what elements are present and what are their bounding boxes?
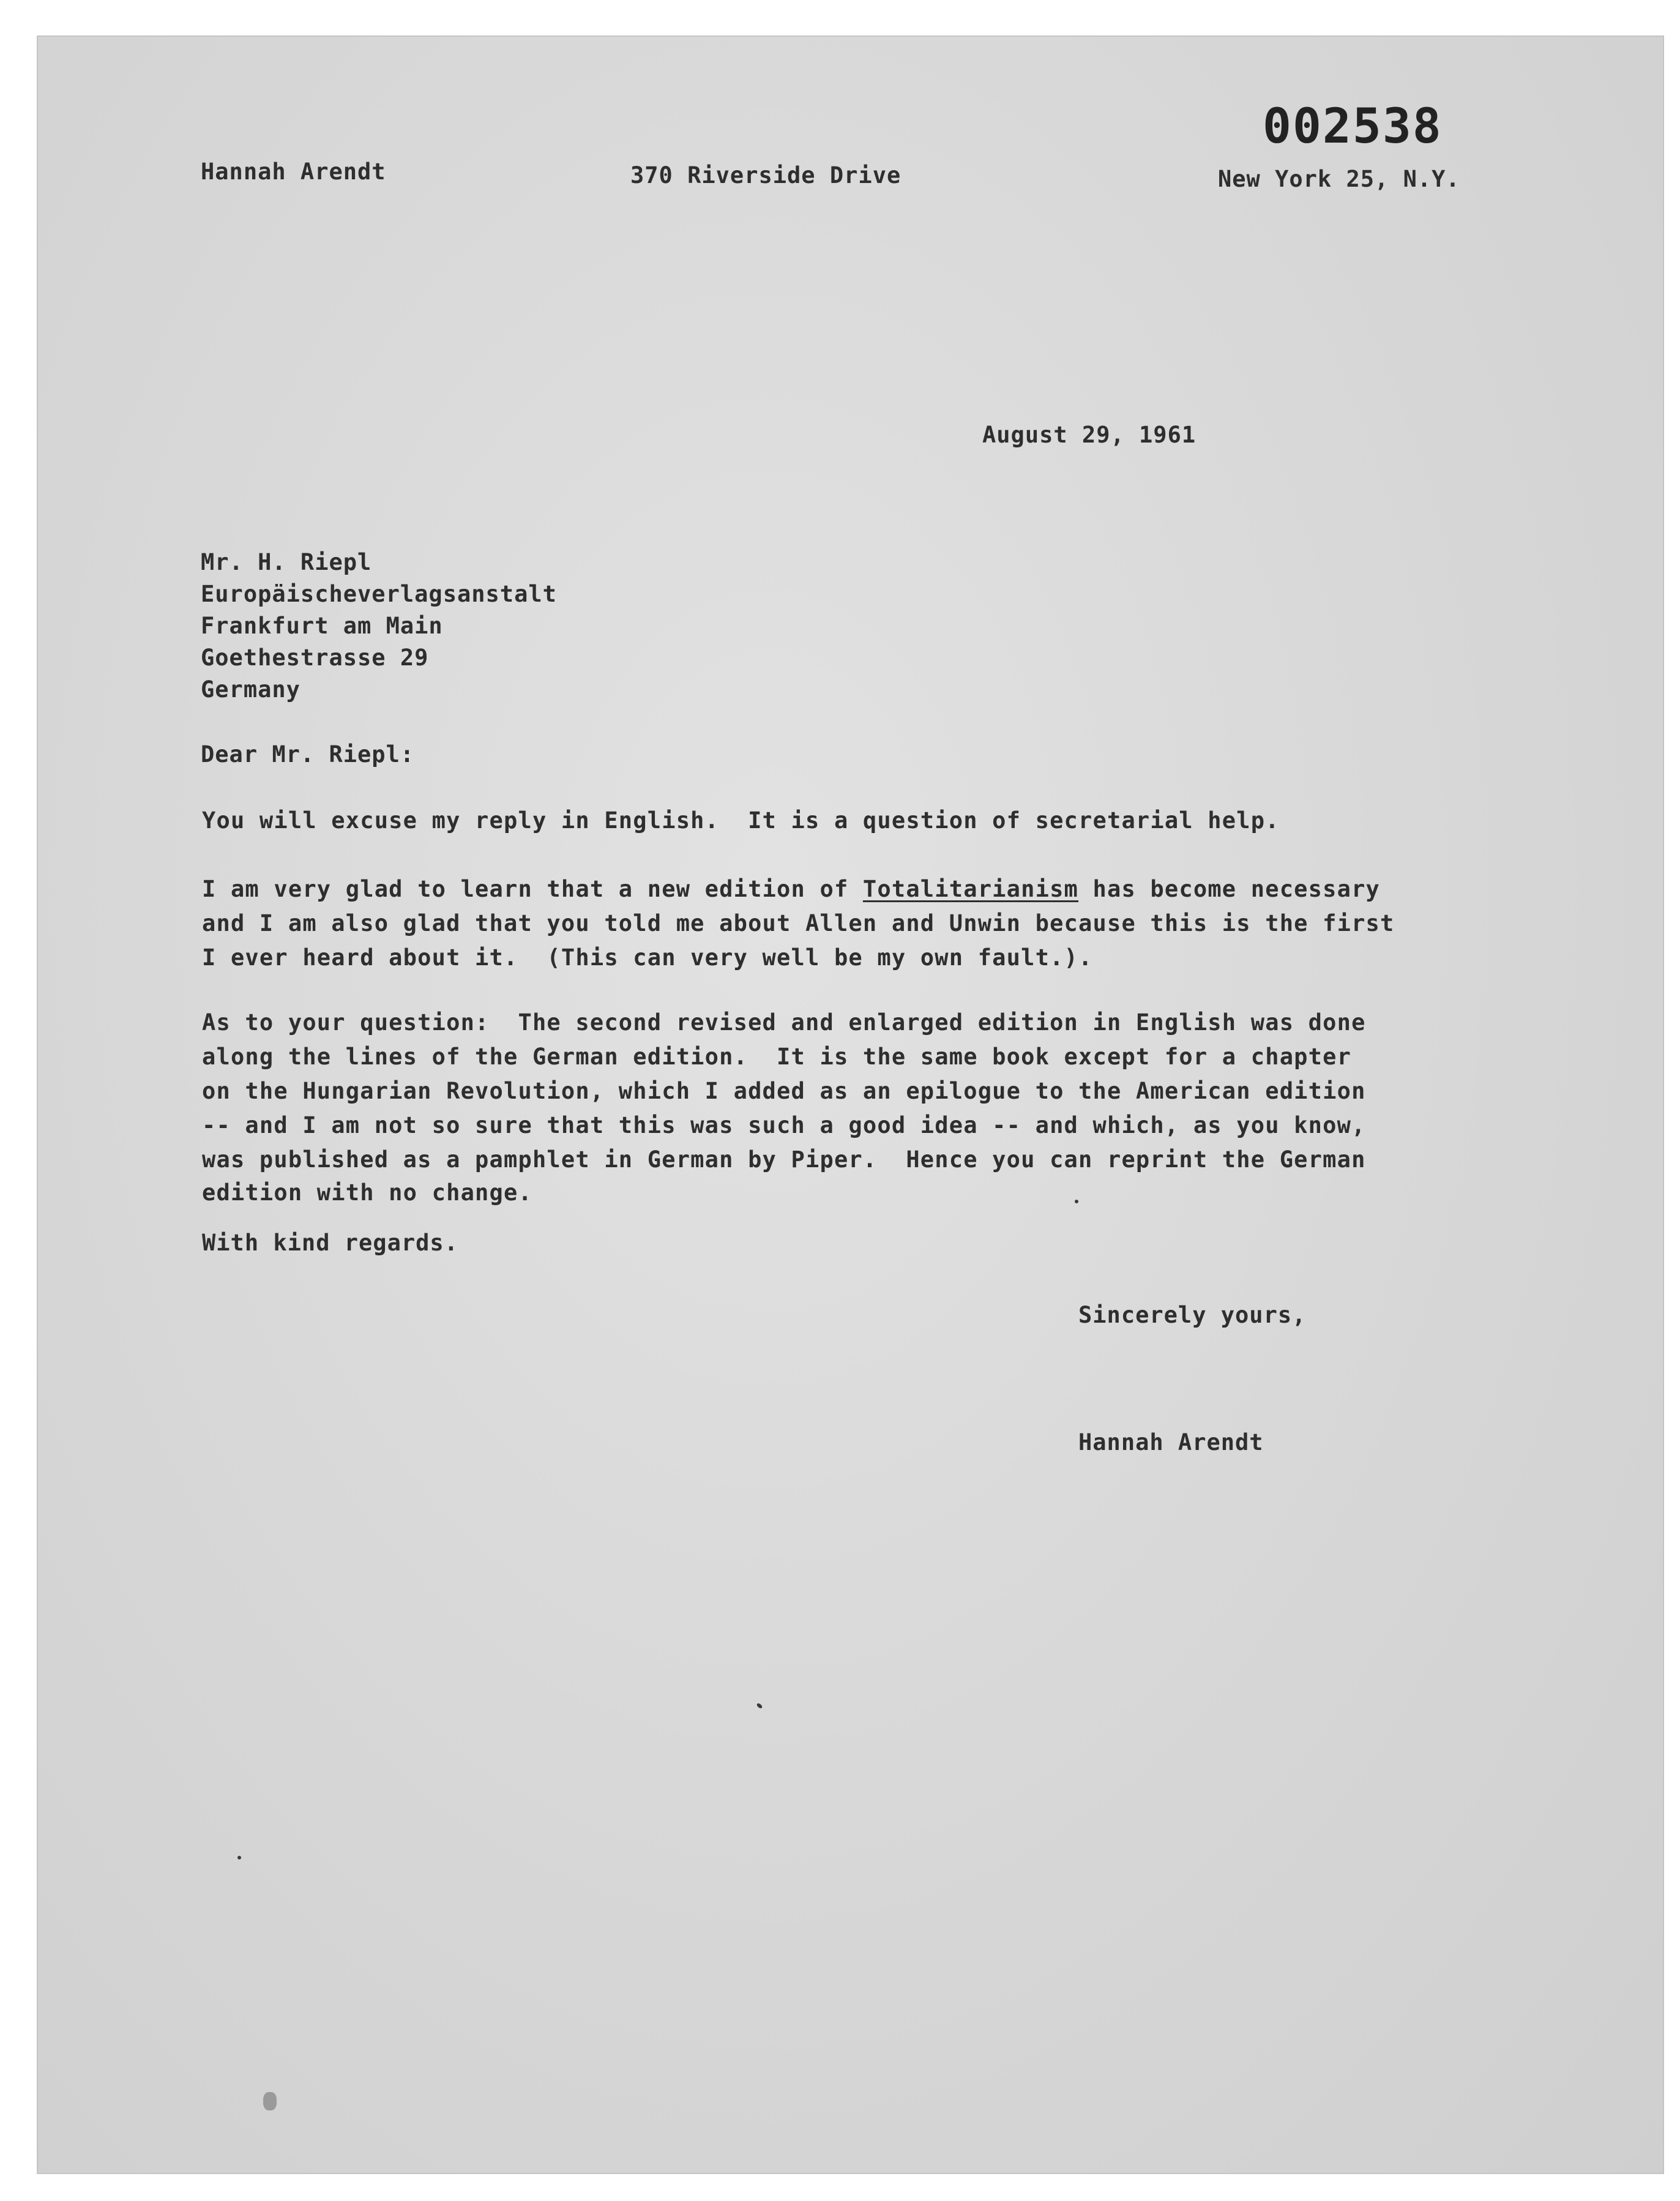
document-number: 002538 <box>1263 99 1443 154</box>
recipient-company: Europäischeverlagsanstalt <box>201 581 557 607</box>
paragraph-2-line: I ever heard about it. (This can very well be my own fault.). <box>202 944 1093 971</box>
letterhead-sender-name: Hannah Arendt <box>201 159 386 185</box>
book-title: Totalitarianism <box>862 876 1079 902</box>
letterhead-street: 370 Riverside Drive <box>630 162 902 189</box>
paper-speck <box>237 1856 241 1859</box>
paragraph-3-line: on the Hungarian Revolution, which I added as an epilogue to the American edition <box>202 1078 1366 1104</box>
recipient-country: Germany <box>201 676 301 703</box>
paragraph-2-line: and I am also glad that you told me about Allen and Unwin because this is the first <box>202 910 1395 936</box>
paragraph-3-line: -- and I am not so sure that this was such a good idea -- and which, as you know, <box>202 1112 1366 1138</box>
paper-speck <box>1075 1200 1078 1203</box>
salutation: Dear Mr. Riepl: <box>201 741 415 768</box>
letter-sheet <box>38 37 1663 2173</box>
paragraph-3-line: along the lines of the German edition. It is the same book except for a chapter <box>202 1044 1352 1070</box>
letterhead-city: New York 25, N.Y. <box>1218 166 1460 192</box>
paragraph-3-line: was published as a pamphlet in German by Piper. Hence you can reprint the German <box>202 1146 1366 1173</box>
paragraph-2-line <box>202 878 1380 900</box>
paragraph-2-text: I am very glad to learn that a new edition of <box>202 876 863 902</box>
recipient-city: Frankfurt am Main <box>201 613 443 639</box>
paper-speck <box>263 2092 277 2110</box>
paragraph-3-line: As to your question: The second revised and enlarged edition in English was done <box>202 1009 1366 1036</box>
paragraph-1-line: You will excuse my reply in English. It is a question of secretarial help. <box>202 807 1280 834</box>
recipient-name: Mr. H. Riepl <box>201 549 372 575</box>
signature-name: Hannah Arendt <box>1078 1429 1264 1455</box>
closing-regards: With kind regards. <box>202 1230 458 1256</box>
recipient-street: Goethestrasse 29 <box>201 645 429 671</box>
paragraph-2-text: has become necessary <box>1078 876 1381 902</box>
paragraph-3-line: edition with no change. <box>202 1179 532 1206</box>
closing: Sincerely yours, <box>1078 1302 1307 1328</box>
letter-date: August 29, 1961 <box>982 422 1197 448</box>
